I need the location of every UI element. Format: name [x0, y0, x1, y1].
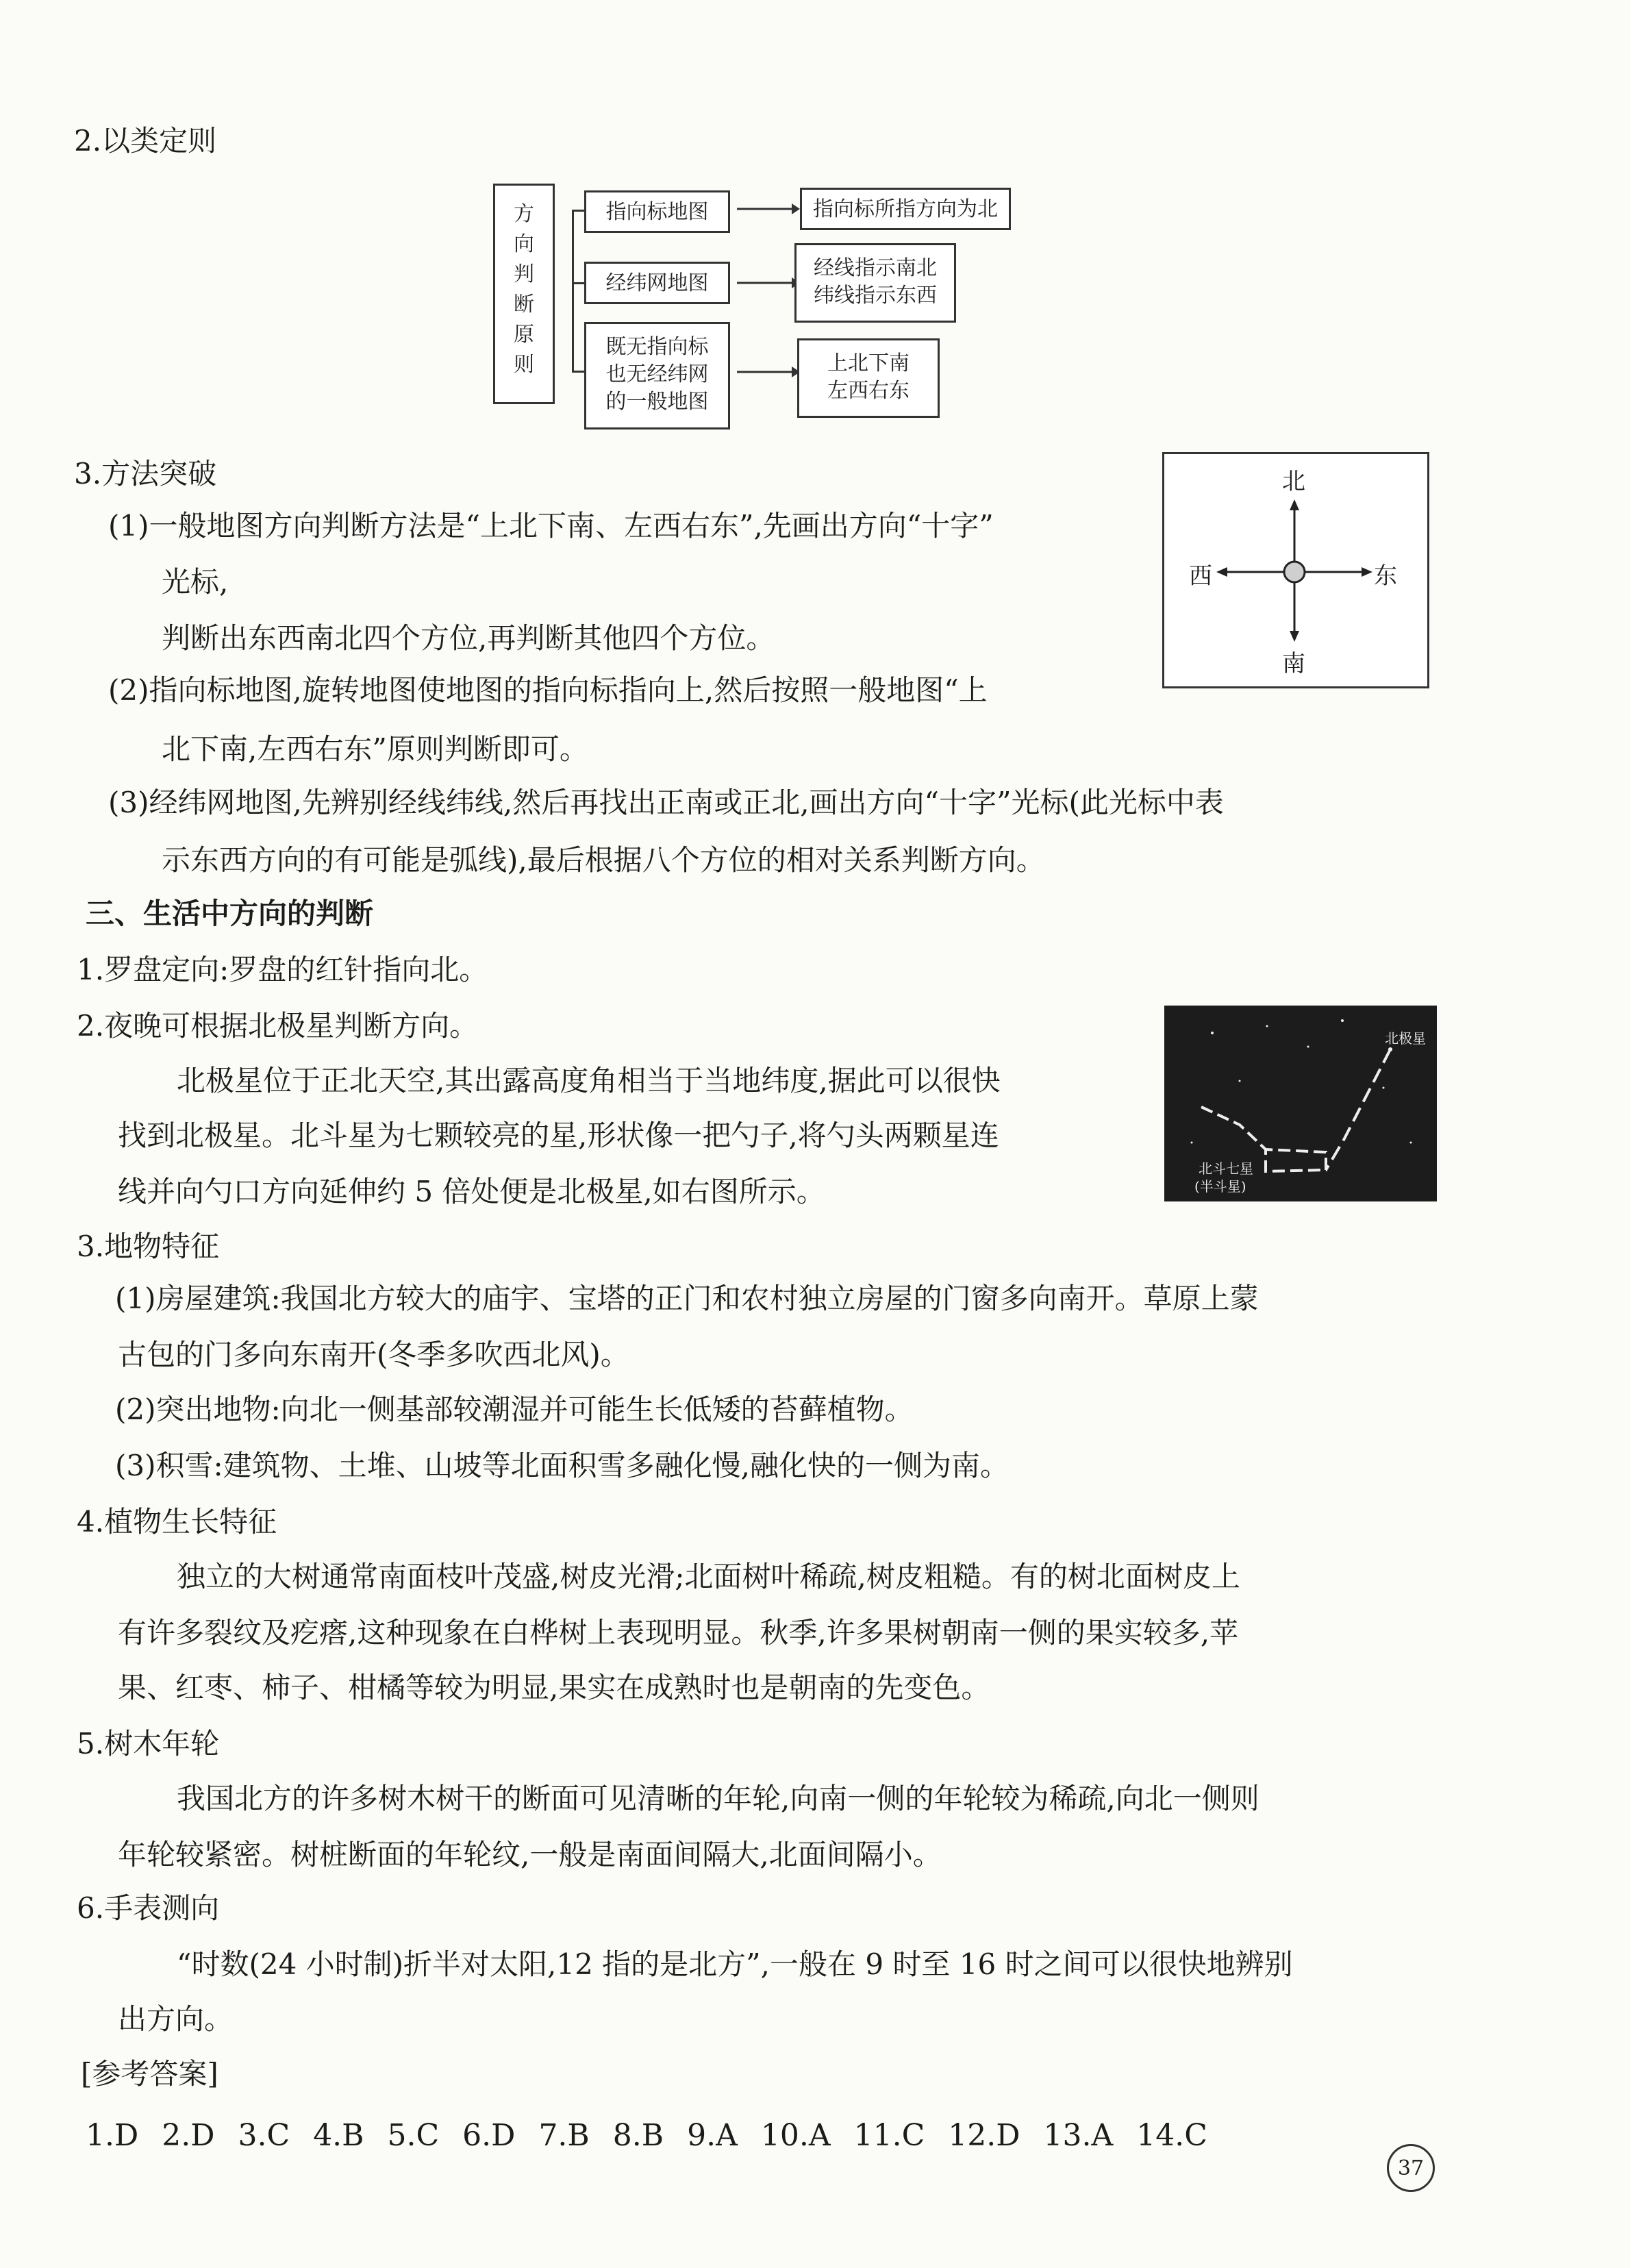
list-item: 5.树木年轮: [77, 1727, 220, 1760]
paragraph-line: (3)积雪:建筑物、土堆、山坡等北面积雪多融化慢,融化快的一侧为南。: [115, 1449, 1009, 1482]
answer-item: 9.A: [687, 2118, 738, 2153]
paragraph-line: (3)经纬网地图,先辨别经线纬线,然后再找出正南或正北,画出方向“十字”光标(此光标中表: [108, 786, 1224, 819]
answer-item: 3.C: [238, 2118, 290, 2153]
answer-item: 13.A: [1043, 2118, 1114, 2153]
paragraph-line: 果、红枣、柿子、柑橘等较为明显,果实在成熟时也是朝南的先变色。: [118, 1671, 990, 1704]
answer-item: 10.A: [760, 2118, 831, 2153]
bracket-line: [572, 210, 574, 373]
answer-item: 7.B: [538, 2118, 590, 2153]
answer-item: 2.D: [162, 2118, 215, 2153]
dipper-label: 北斗七星: [1199, 1160, 1253, 1177]
arrow-right-icon: [737, 362, 800, 382]
answer-item: 12.D: [948, 2118, 1020, 2153]
paragraph-line: 古包的门多向东南开(冬季多吹西北风)。: [118, 1338, 629, 1371]
answers-title: [参考答案]: [81, 2057, 218, 2091]
paragraph-line: (1)一般地图方向判断方法是“上北下南、左西右东”,先画出方向“十字”: [108, 509, 994, 543]
paragraph-line: (2)突出地物:向北一侧基部较潮湿并可能生长低矮的苔藓植物。: [115, 1393, 914, 1426]
paragraph-line: 找到北极星。北斗星为七颗较亮的星,形状像一把勺子,将勺头两颗星连: [118, 1119, 999, 1152]
diagram-row2-right: 经线指示南北 纬线指示东西: [794, 243, 956, 323]
paragraph-line: (2)指向标地图,旋转地图使地图的指向标指向上,然后按照一般地图“上: [108, 673, 988, 707]
diagram-root-label: 方向判断原则: [514, 202, 534, 377]
bracket-line: [572, 210, 586, 212]
paragraph-line: 有许多裂纹及疙瘩,这种现象在白桦树上表现明显。秋季,许多果树朝南一侧的果实较多,苹: [118, 1616, 1239, 1649]
bracket-line: [572, 371, 586, 373]
compass-south-label: 南: [1282, 650, 1305, 677]
paragraph-line: 出方向。: [118, 2002, 234, 2036]
arrow-right-icon: [737, 273, 800, 293]
compass-east-label: 东: [1374, 562, 1397, 590]
answers-list: [86, 2117, 1231, 2155]
paragraph-line: 北下南,左西右东”原则判断即可。: [162, 732, 588, 766]
diagram-row1-right: 指向标所指方向为北: [800, 188, 1011, 230]
polaris-label: 北极星: [1385, 1030, 1426, 1047]
answer-item: 6.D: [462, 2118, 516, 2153]
list-item: 4.植物生长特征: [77, 1505, 277, 1538]
answer-item: 5.C: [387, 2118, 440, 2153]
compass-west-label: 西: [1189, 562, 1212, 590]
list-item: 1.罗盘定向:罗盘的红针指向北。: [77, 953, 488, 986]
section-title: 2.以类定则: [74, 124, 217, 158]
paragraph-line: 我国北方的许多树木树干的断面可见清晰的年轮,向南一侧的年轮较为稀疏,向北一侧则: [177, 1782, 1259, 1815]
list-item: 6.手表测向: [77, 1891, 220, 1925]
paragraph-line: 独立的大树通常南面枝叶茂盛,树皮光滑;北面树叶稀疏,树皮粗糙。有的树北面树皮上: [177, 1560, 1240, 1593]
page-number: 37: [1387, 2144, 1435, 2192]
diagram-row3-left: 既无指向标 也无经纬网 的一般地图: [584, 322, 730, 429]
paragraph-line: 判断出东西南北四个方位,再判断其他四个方位。: [162, 621, 775, 655]
arrow-right-icon: [737, 199, 800, 219]
section-title: 3.方法突破: [74, 457, 217, 490]
answer-item: 14.C: [1136, 2118, 1207, 2153]
diagram-row1-left: 指向标地图: [584, 190, 730, 233]
paragraph-line: “时数(24 小时制)折半对太阳,12 指的是北方”,一般在 9 时至 16 时之间可以很快地辨别: [177, 1947, 1293, 1981]
paragraph-line: 年轮较紧密。树桩断面的年轮纹,一般是南面间隔大,北面间隔小。: [118, 1838, 942, 1871]
answer-item: 1.D: [86, 2118, 139, 2153]
paragraph-line: 光标,: [162, 565, 229, 599]
compass-north-label: 北: [1282, 468, 1305, 495]
paragraph-line: (1)房屋建筑:我国北方较大的庙宇、宝塔的正门和农村独立房屋的门窗多向南开。草原上蒙: [115, 1282, 1259, 1315]
section-heading: 三、生活中方向的判断: [86, 897, 374, 930]
diagram-row2-left: 经纬网地图: [584, 262, 730, 304]
list-item: 2.夜晚可根据北极星判断方向。: [77, 1009, 479, 1043]
answer-item: 11.C: [853, 2118, 925, 2153]
dipper-sublabel: (半斗星): [1194, 1178, 1246, 1195]
compass-figure: [1162, 452, 1429, 688]
bracket-line: [572, 282, 586, 284]
diagram-row3-right: 上北下南 左西右东: [797, 338, 940, 418]
answer-item: 4.B: [313, 2118, 364, 2153]
paragraph-line: 北极星位于正北天空,其出露高度角相当于当地纬度,据此可以很快: [177, 1064, 1001, 1097]
answer-item: 8.B: [612, 2118, 664, 2153]
paragraph-line: 示东西方向的有可能是弧线),最后根据八个方位的相对关系判断方向。: [162, 843, 1045, 877]
list-item: 3.地物特征: [77, 1230, 220, 1263]
paragraph-line: 线并向勺口方向延伸约 5 倍处便是北极星,如右图所示。: [118, 1175, 825, 1208]
diagram-root-box: [493, 184, 555, 404]
night-sky-figure: [1164, 1006, 1437, 1201]
